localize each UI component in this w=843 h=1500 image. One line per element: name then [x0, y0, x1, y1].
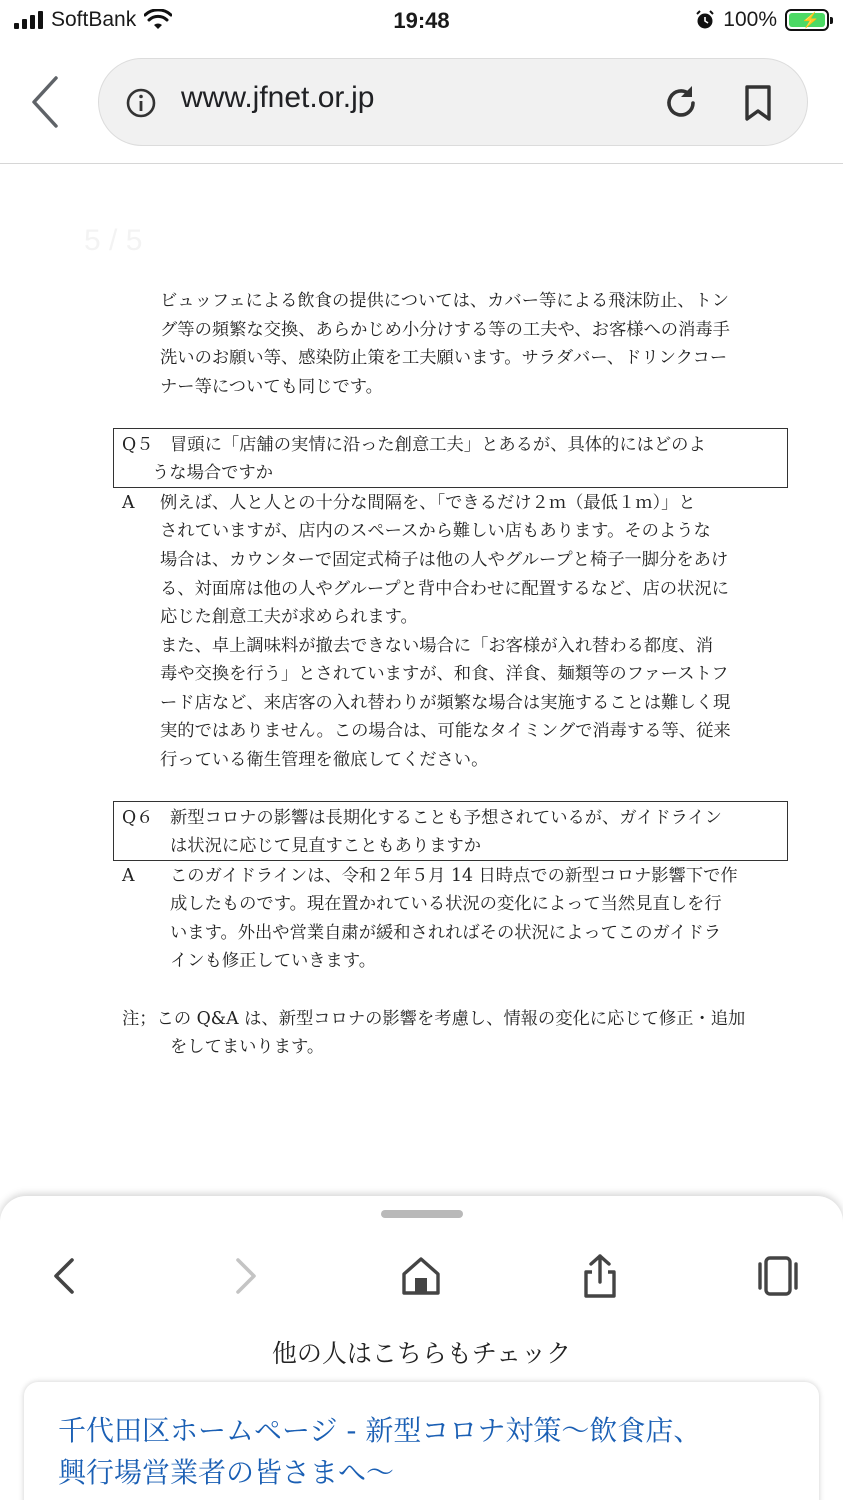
home-icon[interactable] — [397, 1252, 445, 1300]
bottom-sheet[interactable] — [0, 1196, 843, 1500]
q6-label: Q６ — [122, 808, 154, 828]
share-icon[interactable] — [576, 1252, 624, 1300]
q5-answer-line: 例えば、人と人との十分な間隔を、「できるだけ２ｍ（最低１ｍ）」と — [160, 493, 696, 513]
q5-answer-line: また、卓上調味料が撤去できない場合に「お客様が入れ替わる都度、消 — [160, 636, 714, 656]
card-title-line[interactable]: 興行場営業者の皆さまへ〜 — [58, 1456, 395, 1489]
q6-answer-line: 成したものです。現在置かれている状況の変化によって当然見直しを行 — [170, 894, 722, 914]
info-icon[interactable] — [125, 87, 157, 119]
intro-line: ナー等についても同じです。 — [160, 377, 383, 397]
note-line: をしてまいります。 — [170, 1037, 325, 1057]
q6-answer-label: A — [122, 866, 135, 886]
card-title-line[interactable]: 千代田区ホームページ - 新型コロナ対策〜飲食店、 — [58, 1414, 702, 1447]
status-right — [695, 8, 829, 32]
reload-icon[interactable] — [661, 83, 701, 123]
intro-line: グ等の頻繁な交換、あらかじめ小分けする等の工夫や、お客様への消毒手 — [160, 320, 730, 340]
q6-answer-line: このガイドラインは、令和２年５月 14 日時点での新型コロナ影響下で作 — [170, 866, 738, 886]
page-indicator: 5 / 5 — [84, 224, 143, 257]
status-time: 19:48 — [393, 8, 450, 33]
q5-question-line: うな場合ですか — [152, 463, 273, 483]
sheet-drag-handle[interactable] — [381, 1210, 463, 1218]
alarm-icon — [695, 10, 715, 30]
nav-forward-icon[interactable] — [220, 1252, 268, 1300]
nav-back-icon[interactable] — [42, 1252, 90, 1300]
battery-icon: ⚡ — [785, 9, 829, 31]
sheet-title: 他の人はこちらもチェック — [271, 1339, 572, 1368]
q5-answer-line: 実的ではありません。この場合は、可能なタイミングで消毒する等、従来 — [160, 721, 731, 741]
q5-answer-label: A — [122, 493, 135, 513]
q6-answer-line: います。外出や営業自粛が緩和されればその状況によってこのガイドラ — [170, 923, 722, 943]
intro-line: ビュッフェによる飲食の提供については、カバー等による飛沫防止、トン — [160, 291, 730, 311]
bookmark-icon[interactable] — [739, 83, 777, 123]
q6-question-line: 新型コロナの影響は長期化することも予想されているが、ガイドライン — [170, 808, 722, 828]
q5-question-line: 冒頭に「店舗の実情に沿った創意工夫」とあるが、具体的にはどのよ — [170, 435, 706, 455]
address-bar[interactable] — [98, 58, 808, 146]
suggestion-card-title[interactable] — [58, 1410, 798, 1494]
tabs-icon[interactable] — [754, 1252, 802, 1300]
suggestion-card[interactable] — [24, 1382, 819, 1500]
carrier-label: SoftBank — [51, 8, 137, 31]
q5-answer-line: ード店など、来店客の入れ替わりが頻繁な場合は実施することは難しく現 — [160, 693, 731, 713]
q6-answer-line: インも修正していきます。 — [170, 951, 376, 971]
status-bar — [0, 0, 843, 44]
q5-answer-line: されていますが、店内のスペースから難しい店もあります。そのような — [160, 521, 711, 541]
q6-question-line: は状況に応じて見直すこともありますか — [170, 836, 482, 856]
pdf-page[interactable] — [0, 166, 843, 1196]
q5-label: Q５ — [122, 435, 154, 455]
url-text[interactable]: www.jfnet.or.jp — [181, 81, 375, 114]
back-chevron-icon[interactable] — [20, 74, 70, 130]
q5-answer-line: 場合は、カウンターで固定式椅子は他の人やグループと椅子一脚分をあけ — [160, 550, 729, 570]
q5-answer-line: 行っている衛生管理を徹底してください。 — [160, 750, 489, 770]
intro-line: 洗いのお願い等、感染防止策を工夫願います。サラダバー、ドリンクコー — [160, 348, 728, 368]
q5-answer-line: る、対面席は他の人やグループと背中合わせに配置するなど、店の状況に — [160, 579, 729, 599]
note-line: 注；この Q&A は、新型コロナの影響を考慮し、情報の変化に応じて修正・追加 — [122, 1009, 746, 1029]
q5-answer-line: 応じた創意工夫が求められます。 — [160, 607, 418, 627]
q5-answer-line: 毒や交換を行う」とされていますが、和食、洋食、麺類等のファーストフ — [160, 664, 729, 684]
battery-percent: 100% — [723, 8, 777, 31]
browser-toolbar — [0, 44, 843, 164]
